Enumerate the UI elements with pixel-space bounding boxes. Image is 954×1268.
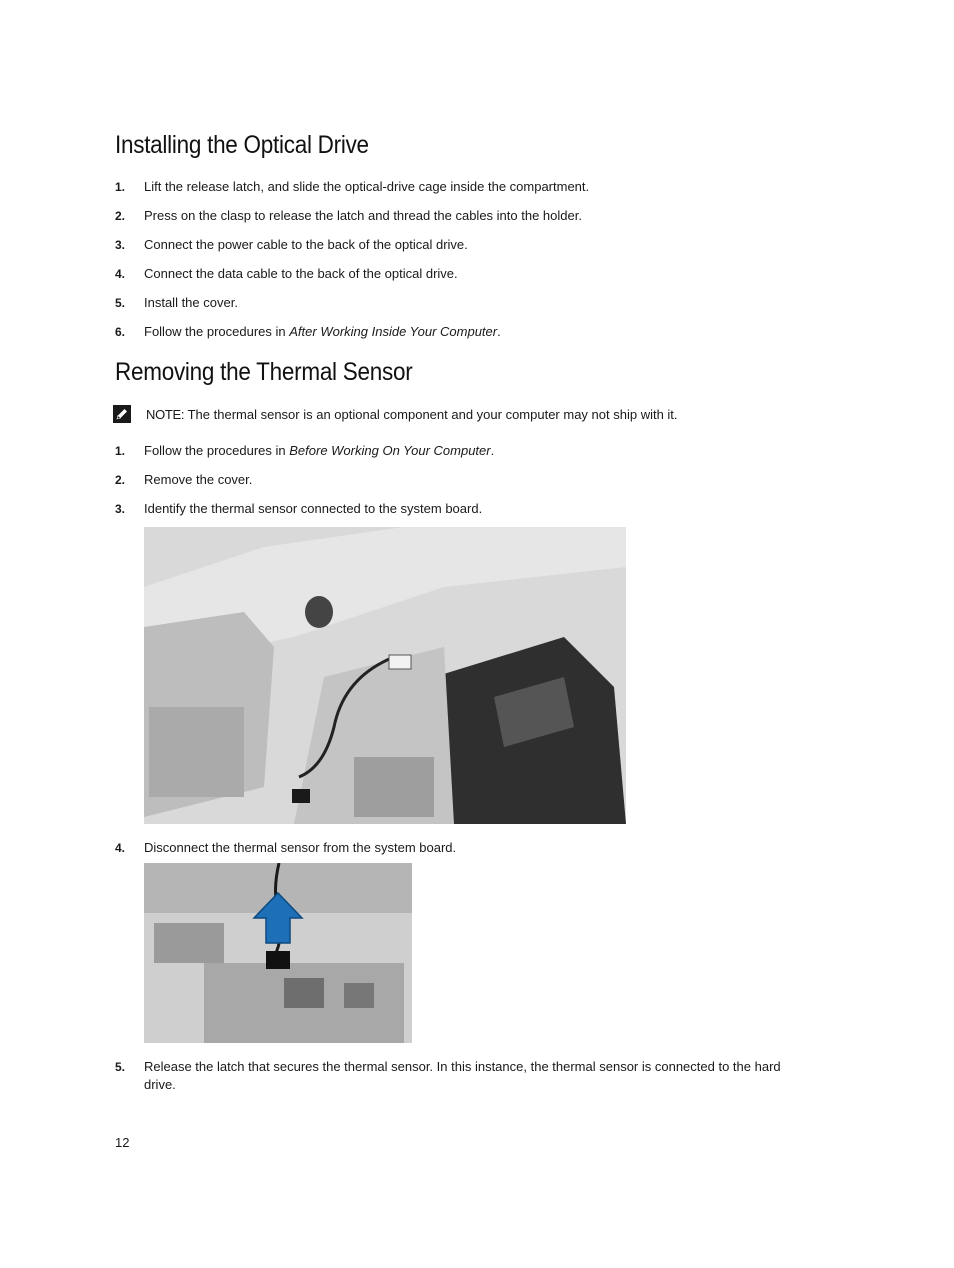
step-number: 2. xyxy=(115,473,126,487)
disconnect-thermal-sensor-figure xyxy=(144,863,412,1043)
step-number: 5. xyxy=(115,1060,126,1074)
step-number: 6. xyxy=(115,325,126,339)
step-number: 1. xyxy=(115,180,126,194)
step-text: Release the latch that secures the thermal sensor. In this instance, the thermal sensor is connected to the hard drive. xyxy=(144,1059,781,1092)
step-number: 3. xyxy=(115,238,126,252)
note-label: NOTE: xyxy=(146,407,185,422)
step-text: Lift the release latch, and slide the optical-drive cage inside the compartment. xyxy=(144,179,590,194)
step-text: Connect the data cable to the back of the optical drive. xyxy=(144,266,458,281)
step-text: Remove the cover. xyxy=(144,472,253,487)
step-number: 4. xyxy=(115,267,126,281)
note-text: NOTE: The thermal sensor is an optional component and your computer may not ship with it. xyxy=(146,407,678,422)
step-number: 3. xyxy=(115,502,126,516)
step-text: Follow the procedures in After Working Inside Your Computer. xyxy=(144,324,501,339)
page-number: 12 xyxy=(115,1135,130,1150)
step-text: Disconnect the thermal sensor from the system board. xyxy=(144,840,457,855)
step-number: 2. xyxy=(115,209,126,223)
step-text: Follow the procedures in Before Working On Your Computer. xyxy=(144,443,495,458)
step-text: Identify the thermal sensor connected to the system board. xyxy=(144,501,483,516)
step-text: Connect the power cable to the back of the optical drive. xyxy=(144,237,468,252)
section-title-removing-thermal-sensor: Removing the Thermal Sensor xyxy=(115,358,413,386)
reference-link-text: Before Working On Your Computer xyxy=(289,443,491,458)
thermal-sensor-location-figure xyxy=(144,527,626,824)
reference-link-text: After Working Inside Your Computer xyxy=(289,324,498,339)
step-text: Press on the clasp to release the latch and thread the cables into the holder. xyxy=(144,208,582,223)
step-number: 4. xyxy=(115,841,126,855)
step-text: Install the cover. xyxy=(144,295,238,310)
pencil-note-icon xyxy=(113,405,131,423)
section-title-installing-optical-drive: Installing the Optical Drive xyxy=(115,131,369,159)
step-number: 5. xyxy=(115,296,126,310)
step-number: 1. xyxy=(115,444,126,458)
